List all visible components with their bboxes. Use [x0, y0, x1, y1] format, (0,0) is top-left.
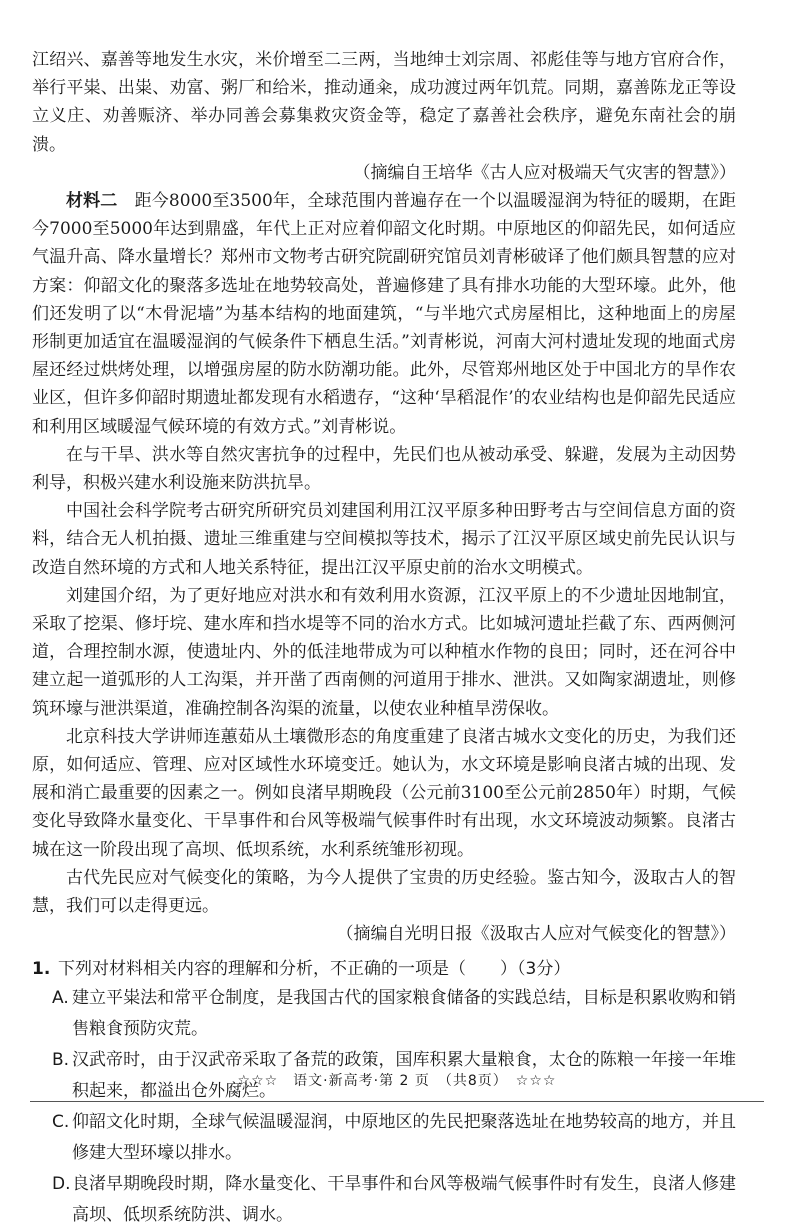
source-citation-two: （摘编自光明日报《汲取古人应对气候变化的智慧》） — [336, 924, 736, 945]
paragraph-liangzhu: 北京科技大学讲师连蕙茹从土壤微形态的角度重建了良渚古城水文变化的历史，为我们还原，如何适应、管理、应对区域性水环境变迁。她认为，水文环境是影响良渚古城的出现、发展和消亡最重要的因素之一。例如良渚早期晚段（公元前3100至公元前2850年）时期，气候变化导致降水量变化、干旱事件和台风等极端气候事件时有出现，水文环境波动频繁。良渚古城在这一阶段出现了高坝、低坝系统，水利系统雏形初现。 — [32, 726, 736, 860]
paragraph-material-one-end: 江绍兴、嘉善等地发生水灾，米价增至二三两，当地绅士刘宗周、祁彪佳等与地方官府合作，举行平粜、出粜、劝富、粥厂和给米，推动通籴，成功渡过两年饥荒。同期，嘉善陈龙正等设立义庄、劝善赈济、举办同善会募集救灾资金等，稳定了嘉善社会秩序，避免东南社会的崩溃。 — [32, 50, 736, 155]
question-number: 1. — [32, 958, 51, 979]
option-letter: C. — [52, 1111, 70, 1132]
footer-divider — [30, 1101, 764, 1102]
option-letter: B. — [52, 1049, 70, 1070]
paragraph-liu-jianguo-methods: 刘建国介绍，为了更好地应对洪水和有效利用水资源，江汉平原上的不少遗址因地制宜，采取了挖渠、修圩垸、建水库和挡水堤等不同的治水方式。比如城河遗址拦截了东、西两侧河道，合理控制水源，使遗址内、外的低洼地带成为可以种植水作物的良田；同时，还在河谷中建立起一道弧形的人工沟渠，并开凿了西南侧的河道用于排水、泄洪。又如陶家湖遗址，则修筑环壕与泄洪渠道，准确控制各沟渠的流量，以使农业种植旱涝保收。 — [32, 585, 736, 719]
paragraph-liu-jianguo-research: 中国社会科学院考古研究所研究员刘建国利用江汉平原多种田野考古与空间信息方面的资料，结合无人机拍摄、遗址三维重建与空间模拟等技术，揭示了江汉平原区域史前先民认识与改造自然环境的方式和人地关系特征，提出江汉平原史前的治水文明模式。 — [32, 501, 736, 578]
material-two-label: 材料二 — [66, 191, 118, 212]
question-stem — [32, 955, 736, 983]
material-two-text: 距今8000至3500年，全球范围内普遍存在一个以温暖湿润为特征的暖期，在距今7000至5000年达到鼎盛，年代上正对应着仰韶文化时期。中原地区的仰韶先民，如何适应气温升高、降水量增长？郑州市文物考古研究院副研究馆员刘青彬破译了他们颇具智慧的应对方案：仰韶文化的聚落多选址在地势较高处，普遍修建了具有排水功能的大型环壕。此外，他们还发明了以“木骨泥墙”为基本结构的地面建筑，“与半地穴式房屋相比，这种地面上的房屋形制更加适宜在温暖湿润的气候条件下栖息生活。”刘青彬说，河南大河村遗址发现的地面式房屋还经过烘烤处理，以增强房屋的防水防潮功能。此外，尽管郑州地区处于中国北方的旱作农业区，但许多仰韶时期遗址都发现有水稻遗存，“这种‘旱稻混作’的农业结构也是仰韶先民适应和利用区域暖湿气候环境的有效方式。”刘青彬说。 — [32, 191, 736, 437]
paragraph-conclusion: 古代先民应对气候变化的策略，为今人提供了宝贵的历史经验。鉴古知今，汲取古人的智慧，我们可以走得更远。 — [32, 867, 736, 917]
paragraph-flood-drought: 在与干旱、洪水等自然灾害抗争的过程中，先民们也从被动承受、躲避，发展为主动因势利导，积极兴建水利设施来防洪抗旱。 — [32, 444, 736, 494]
option-text: 良渚早期晚段时期，降水量变化、干旱事件和台风等极端气候事件时有发生，良渚人修建高坝、低坝系统防洪、调水。 — [72, 1173, 736, 1225]
question-text: 下列对材料相关内容的理解和分析，不正确的一项是（ ）（3分） — [58, 958, 571, 979]
option-text: 仰韶文化时期，全球气候温暖湿润，中原地区的先民把聚落选址在地势较高的地方，并且修建大型环壕以排水。 — [72, 1111, 736, 1163]
paragraph-material-two — [32, 187, 736, 441]
option-c — [32, 1107, 736, 1169]
option-letter: A. — [52, 987, 69, 1008]
question-1 — [32, 955, 736, 1231]
option-a — [32, 983, 736, 1045]
option-text: 建立平粜法和常平仓制度，是我国古代的国家粮食储备的实践总结，目标是积累收购和销售粮食预防灾荒。 — [72, 987, 736, 1039]
page-footer: ☆☆☆ 语文·新高考·第 2 页 （共8页） ☆☆☆ — [237, 1073, 557, 1089]
option-text: 汉武帝时，由于汉武帝采取了备荒的政策，国库积累大量粮食，太仓的陈粮一年接一年堆积起来，都溢出仓外腐烂。 — [72, 1049, 736, 1101]
option-d — [32, 1169, 736, 1231]
source-citation-one: （摘编自王培华《古人应对极端天气灾害的智慧》） — [353, 162, 736, 183]
option-letter: D. — [52, 1173, 71, 1194]
